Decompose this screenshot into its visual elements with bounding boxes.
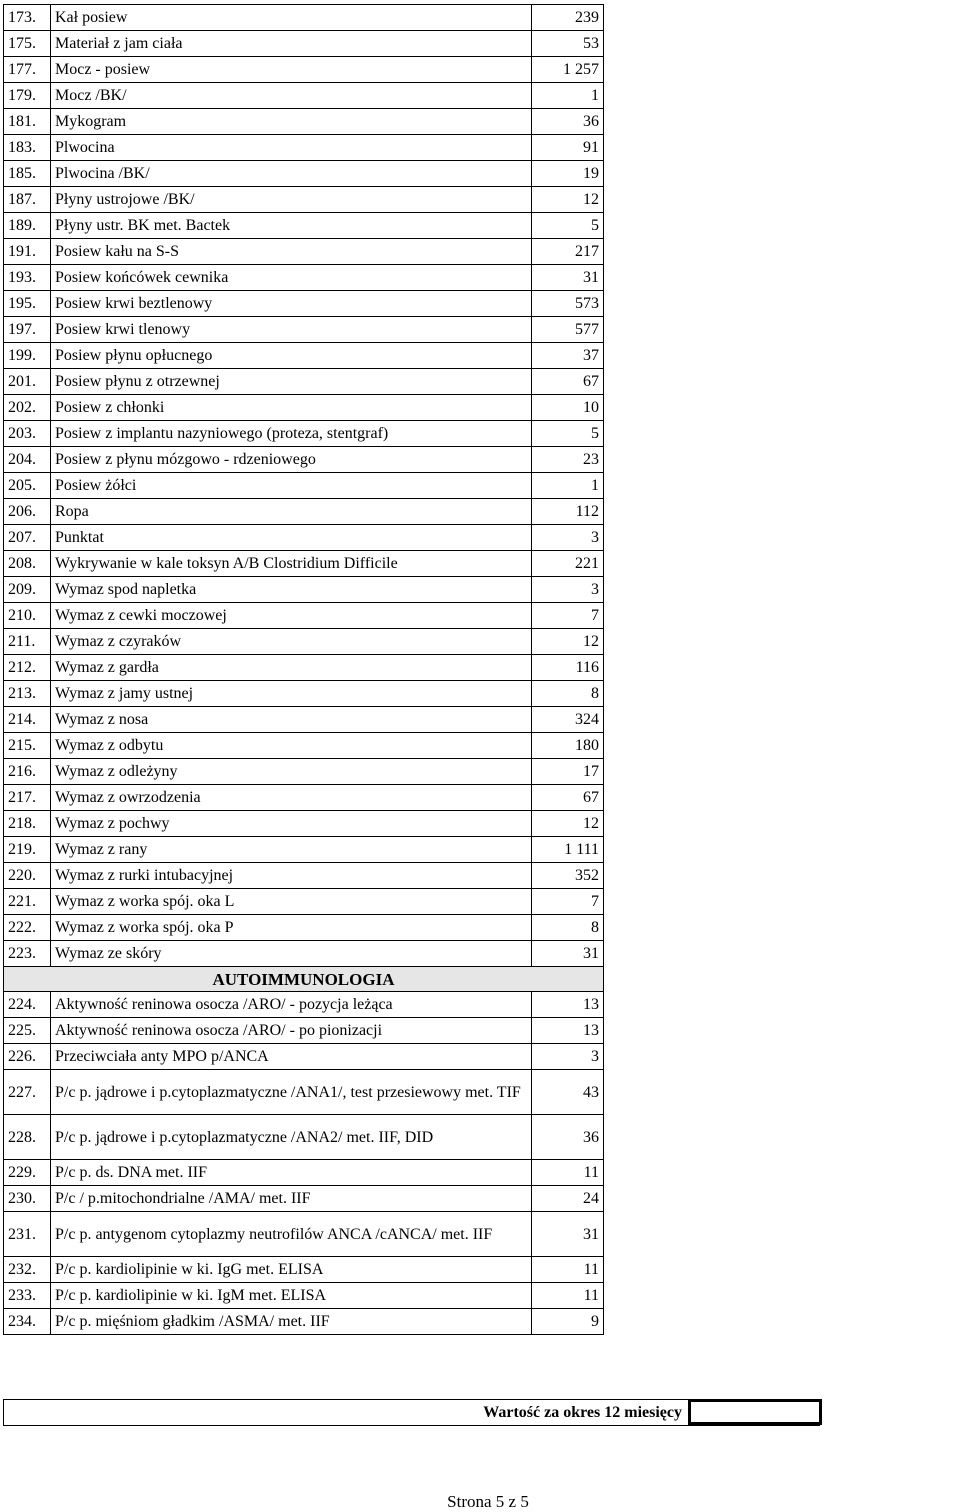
results-table [3,4,604,1335]
table-row [4,1070,604,1115]
test-count: 19 [532,161,604,187]
row-number: 224. [4,992,51,1018]
test-name: Wymaz ze skóry [51,941,532,967]
table-row [4,577,604,603]
row-number: 234. [4,1309,51,1335]
test-name: Wymaz z cewki moczowej [51,603,532,629]
table-row [4,317,604,343]
test-count: 11 [532,1160,604,1186]
test-count: 24 [532,1186,604,1212]
table-row [4,941,604,967]
table-row [4,811,604,837]
row-number: 208. [4,551,51,577]
test-name: Przeciwciała anty MPO p/ANCA [51,1044,532,1070]
test-count: 221 [532,551,604,577]
table-row [4,265,604,291]
table-row [4,1115,604,1160]
test-name: Wymaz spod napletka [51,577,532,603]
test-name: Aktywność reninowa osocza /ARO/ - po pionizacji [51,1018,532,1044]
table-row [4,395,604,421]
test-count: 180 [532,733,604,759]
table-row [4,1212,604,1257]
row-number: 209. [4,577,51,603]
test-name: Posiew żółci [51,473,532,499]
row-number: 199. [4,343,51,369]
test-name: Wymaz z czyraków [51,629,532,655]
row-number: 218. [4,811,51,837]
test-count: 573 [532,291,604,317]
test-count: 43 [532,1070,604,1115]
row-number: 217. [4,785,51,811]
test-count: 67 [532,369,604,395]
test-count: 112 [532,499,604,525]
table-row [4,681,604,707]
test-name: Posiew krwi beztlenowy [51,291,532,317]
row-number: 220. [4,863,51,889]
row-number: 195. [4,291,51,317]
row-number: 185. [4,161,51,187]
row-number: 226. [4,1044,51,1070]
row-number: 219. [4,837,51,863]
table-row [4,1186,604,1212]
row-number: 211. [4,629,51,655]
test-name: P/c / p.mitochondrialne /AMA/ met. IIF [51,1186,532,1212]
test-count: 5 [532,213,604,239]
table-row [4,31,604,57]
test-name: P/c p. kardiolipinie w ki. IgM met. ELISA [51,1283,532,1309]
test-name: Mocz /BK/ [51,83,532,109]
test-count: 10 [532,395,604,421]
test-count: 324 [532,707,604,733]
test-name: Ropa [51,499,532,525]
row-number: 201. [4,369,51,395]
test-count: 8 [532,681,604,707]
table-row [4,473,604,499]
test-count: 1 111 [532,837,604,863]
section-title: AUTOIMMUNOLOGIA [4,967,604,992]
row-number: 187. [4,187,51,213]
test-name: Wykrywanie w kale toksyn A/B Clostridium Difficile [51,551,532,577]
test-name: Aktywność reninowa osocza /ARO/ - pozycja leżąca [51,992,532,1018]
row-number: 206. [4,499,51,525]
row-number: 177. [4,57,51,83]
row-number: 223. [4,941,51,967]
test-name: Wymaz z jamy ustnej [51,681,532,707]
row-number: 232. [4,1257,51,1283]
test-count: 23 [532,447,604,473]
test-name: Materiał z jam ciała [51,31,532,57]
test-name: Plwocina /BK/ [51,161,532,187]
section-header-row [4,967,604,992]
test-count: 91 [532,135,604,161]
test-name: Wymaz z nosa [51,707,532,733]
row-number: 210. [4,603,51,629]
table-row [4,109,604,135]
table-row [4,421,604,447]
table-row [4,863,604,889]
test-name: Posiew krwi tlenowy [51,317,532,343]
row-number: 225. [4,1018,51,1044]
test-name: P/c p. jądrowe i p.cytoplazmatyczne /ANA1/, test przesiewowy met. TIF [51,1070,532,1115]
table-row [4,161,604,187]
row-number: 228. [4,1115,51,1160]
test-count: 13 [532,992,604,1018]
table-row [4,1283,604,1309]
test-count: 12 [532,187,604,213]
test-name: Posiew płynu opłucnego [51,343,532,369]
test-count: 7 [532,603,604,629]
table-row [4,447,604,473]
table-row [4,213,604,239]
row-number: 179. [4,83,51,109]
test-count: 1 [532,473,604,499]
test-count: 36 [532,109,604,135]
test-count: 36 [532,1115,604,1160]
summary-row [3,1399,820,1426]
test-count: 3 [532,577,604,603]
test-count: 9 [532,1309,604,1335]
test-name: Wymaz z rany [51,837,532,863]
table-row [4,603,604,629]
test-count: 17 [532,759,604,785]
test-count: 3 [532,1044,604,1070]
row-number: 227. [4,1070,51,1115]
table-row [4,837,604,863]
table-row [4,239,604,265]
test-count: 7 [532,889,604,915]
row-number: 183. [4,135,51,161]
test-name: Kał posiew [51,5,532,31]
table-row [4,525,604,551]
summary-label: Wartość za okres 12 miesięcy [483,1404,682,1421]
test-count: 31 [532,265,604,291]
row-number: 189. [4,213,51,239]
summary-value-box [688,1399,822,1425]
test-count: 12 [532,811,604,837]
row-number: 191. [4,239,51,265]
page-number: Strona 5 z 5 [447,1492,529,1511]
table-row [4,992,604,1018]
row-number: 231. [4,1212,51,1257]
test-name: P/c p. antygenom cytoplazmy neutrofilów ANCA /cANCA/ met. IIF [51,1212,532,1257]
row-number: 221. [4,889,51,915]
table-row [4,915,604,941]
row-number: 193. [4,265,51,291]
test-name: P/c p. kardiolipinie w ki. IgG met. ELISA [51,1257,532,1283]
table-row [4,57,604,83]
test-name: Mocz - posiew [51,57,532,83]
test-count: 577 [532,317,604,343]
test-name: Wymaz z owrzodzenia [51,785,532,811]
table-row [4,187,604,213]
test-count: 3 [532,525,604,551]
table-row [4,1160,604,1186]
row-number: 205. [4,473,51,499]
test-count: 239 [532,5,604,31]
row-number: 233. [4,1283,51,1309]
table-row [4,343,604,369]
test-name: Wymaz z odleżyny [51,759,532,785]
test-name: P/c p. jądrowe i p.cytoplazmatyczne /ANA2/ met. IIF, DID [51,1115,532,1160]
results-table-body [4,5,604,1335]
test-count: 12 [532,629,604,655]
test-name: Posiew płynu z otrzewnej [51,369,532,395]
table-row [4,759,604,785]
table-row [4,889,604,915]
test-count: 13 [532,1018,604,1044]
table-row [4,1309,604,1335]
table-row [4,135,604,161]
test-name: Wymaz z rurki intubacyjnej [51,863,532,889]
row-number: 175. [4,31,51,57]
test-name: Posiew z chłonki [51,395,532,421]
test-name: Płyny ustr. BK met. Bactek [51,213,532,239]
table-row [4,707,604,733]
test-count: 37 [532,343,604,369]
row-number: 215. [4,733,51,759]
test-name: Wymaz z worka spój. oka L [51,889,532,915]
test-count: 1 257 [532,57,604,83]
test-count: 11 [532,1283,604,1309]
test-name: Plwocina [51,135,532,161]
row-number: 222. [4,915,51,941]
test-name: Punktat [51,525,532,551]
table-row [4,785,604,811]
row-number: 229. [4,1160,51,1186]
table-row [4,499,604,525]
test-count: 217 [532,239,604,265]
row-number: 204. [4,447,51,473]
row-number: 230. [4,1186,51,1212]
test-count: 8 [532,915,604,941]
test-count: 1 [532,83,604,109]
test-count: 31 [532,941,604,967]
row-number: 212. [4,655,51,681]
test-name: Posiew z płynu mózgowo - rdzeniowego [51,447,532,473]
row-number: 214. [4,707,51,733]
test-name: Płyny ustrojowe /BK/ [51,187,532,213]
test-count: 352 [532,863,604,889]
table-row [4,629,604,655]
table-row [4,1257,604,1283]
test-name: Wymaz z odbytu [51,733,532,759]
test-count: 31 [532,1212,604,1257]
table-row [4,5,604,31]
test-count: 11 [532,1257,604,1283]
test-count: 67 [532,785,604,811]
table-row [4,655,604,681]
row-number: 203. [4,421,51,447]
row-number: 197. [4,317,51,343]
table-row [4,1018,604,1044]
table-row [4,291,604,317]
test-count: 53 [532,31,604,57]
row-number: 207. [4,525,51,551]
row-number: 181. [4,109,51,135]
test-name: Posiew kału na S-S [51,239,532,265]
table-row [4,551,604,577]
test-name: Wymaz z pochwy [51,811,532,837]
table-row [4,733,604,759]
test-name: Posiew końcówek cewnika [51,265,532,291]
row-number: 202. [4,395,51,421]
test-name: Mykogram [51,109,532,135]
table-row [4,369,604,395]
test-name: P/c p. mięśniom gładkim /ASMA/ met. IIF [51,1309,532,1335]
row-number: 216. [4,759,51,785]
row-number: 173. [4,5,51,31]
row-number: 213. [4,681,51,707]
test-name: Wymaz z gardła [51,655,532,681]
table-row [4,83,604,109]
table-row [4,1044,604,1070]
test-name: P/c p. ds. DNA met. IIF [51,1160,532,1186]
test-name: Wymaz z worka spój. oka P [51,915,532,941]
test-count: 116 [532,655,604,681]
test-name: Posiew z implantu nazyniowego (proteza, stentgraf) [51,421,532,447]
test-count: 5 [532,421,604,447]
